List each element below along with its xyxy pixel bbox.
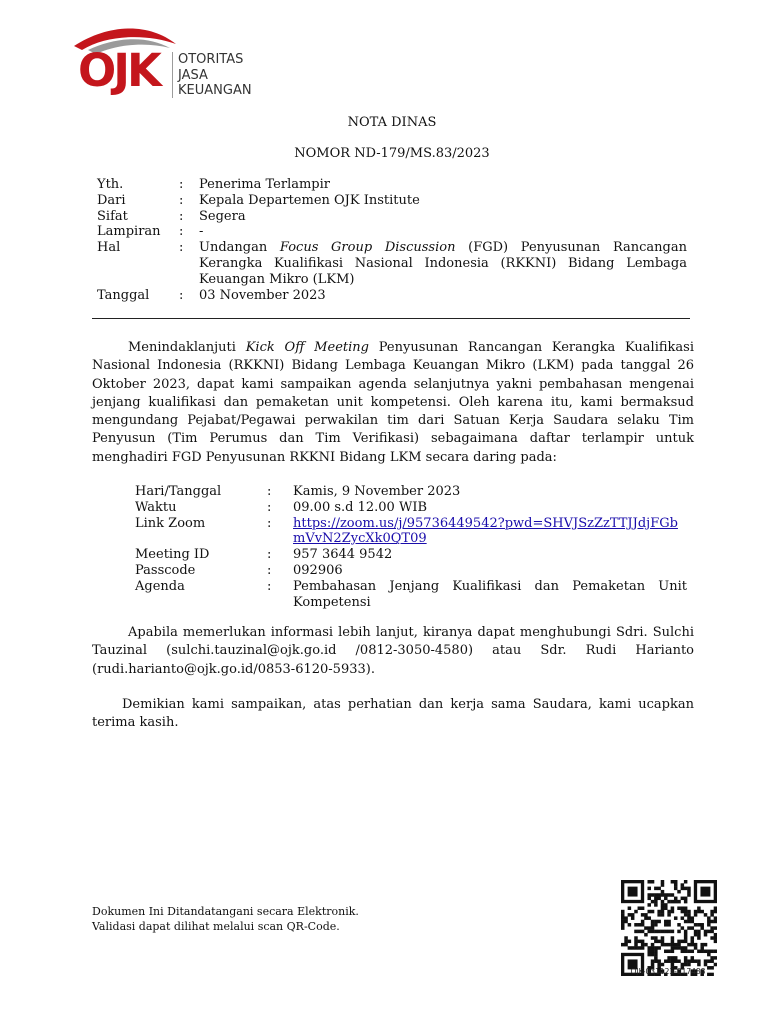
meta-row-hal: [97, 240, 687, 287]
schedule-colon: :: [267, 515, 272, 531]
logo-line-2: JASA: [178, 67, 208, 83]
header-divider: [92, 318, 690, 319]
paragraph-text: Menindaklanjuti: [128, 340, 246, 355]
schedule-colon: :: [267, 484, 272, 499]
logo-wordmark: OJK: [78, 44, 159, 97]
meta-value: Segera: [199, 208, 246, 224]
meta-row-sifat: [97, 209, 687, 225]
schedule-colon: :: [267, 578, 272, 594]
meta-row-lampiran: [97, 224, 687, 240]
schedule-label: Waktu: [135, 499, 177, 515]
schedule-label: Meeting ID: [135, 547, 210, 563]
logo-text: [178, 52, 252, 99]
qr-code-icon: [621, 880, 717, 976]
meta-row-yth: [97, 177, 687, 193]
e-signature-note: [92, 904, 359, 934]
meta-colon: :: [179, 224, 184, 240]
footer-line-2: Validasi dapat dilihat melalui scan QR-Code.: [92, 920, 340, 933]
schedule-label: Agenda: [135, 578, 185, 594]
schedule-value: 09.00 s.d 12.00 WIB: [293, 499, 428, 515]
schedule-row-time: [135, 500, 687, 516]
schedule-label: Passcode: [135, 562, 196, 578]
meta-colon: :: [179, 287, 184, 303]
body-paragraph-2: [92, 624, 694, 679]
paragraph-italic: Kick Off Meeting: [245, 340, 369, 355]
ojk-logo: [68, 24, 264, 108]
body-paragraph-1: [92, 339, 694, 467]
qr-code-label: OJK-031123-017488: [630, 967, 706, 976]
schedule-value: 957 3644 9542: [293, 547, 393, 563]
meta-colon: :: [179, 208, 184, 224]
subject-italic: Focus Group Discussion: [279, 240, 456, 256]
paragraph-text: Demikian kami sampaikan, atas perhatian dan kerja sama Saudara, kami ucapkan terima kasih.: [92, 697, 694, 731]
document-title: NOTA DINAS: [347, 115, 437, 130]
schedule-value: Pembahasan Jenjang Kualifikasi dan Pemaketan Unit Kompetensi: [293, 578, 687, 610]
meta-label: Lampiran: [97, 224, 161, 240]
meta-colon: :: [179, 192, 184, 208]
schedule-colon: :: [267, 547, 272, 563]
schedule-row-zoom: [135, 516, 687, 548]
schedule-colon: :: [267, 499, 272, 515]
schedule-colon: :: [267, 562, 272, 578]
schedule-row-meeting-id: [135, 547, 687, 563]
meta-value: Penerima Terlampir: [199, 177, 331, 192]
meta-value: 03 November 2023: [199, 287, 326, 303]
subject-text: Undangan: [199, 240, 280, 256]
zoom-link[interactable]: https://zoom.us/j/95736449542?pwd=SHVJSzZzTTJJdjFGbmVvN2ZycXk0QT09: [293, 515, 678, 547]
logo-divider: [172, 52, 173, 98]
schedule-label: Link Zoom: [135, 515, 206, 531]
meta-label: Hal: [97, 240, 121, 256]
meta-row-dari: [97, 193, 687, 209]
schedule-value: Kamis, 9 November 2023: [293, 484, 461, 499]
schedule-row-date: [135, 484, 687, 500]
logo-line-1: OTORITAS: [178, 52, 244, 67]
schedule-row-passcode: [135, 563, 687, 579]
schedule-row-agenda: [135, 579, 687, 611]
meta-value: -: [199, 224, 204, 240]
meta-colon: :: [179, 177, 184, 192]
subject-text: (FGD) Penyusunan Rancangan Kerangka Kualifikasi Nasional Indonesia (RKKNI) Bidang Lembaga Keuangan Mikro (LKM): [199, 240, 687, 287]
footer-line-1: Dokumen Ini Ditandatangani secara Elektronik.: [92, 905, 359, 918]
meta-label: Tanggal: [97, 287, 150, 303]
meta-label: Dari: [97, 192, 126, 208]
meta-value: Kepala Departemen OJK Institute: [199, 192, 420, 208]
meta-label: Sifat: [97, 208, 128, 224]
paragraph-text: Apabila memerlukan informasi lebih lanjut, kiranya dapat menghubungi Sdri. Sulchi Tauzinal (sulchi.tauzinal@ojk.go.id /0812-3050-4580) atau Sdr. Rudi Harianto (rudi.harianto@ojk.go.id/0853-6120-5933).: [92, 625, 694, 677]
document-number: NOMOR ND-179/MS.83/2023: [294, 146, 490, 161]
memo-meta: [97, 177, 687, 303]
meta-value-subject: [199, 240, 687, 287]
paragraph-text: Penyusunan Rancangan Kerangka Kualifikasi Nasional Indonesia (RKKNI) Bidang Lembaga Keuangan Mikro (LKM) pada tanggal 26 Oktober 2023, dapat kami sampaikan agenda selanjutnya yakni pembahasan mengenai jenjang kualifikasi dan pemaketan unit kompetensi. Oleh karena itu, kami bermaksud mengundang Pejabat/Pegawai perwakilan tim dari Satuan Kerja Saudara selaku Tim Penyusun (Tim Perumus dan Tim Verifikasi) sebagaimana daftar terlampir untuk menghadiri FGD Penyusunan RKKNI Bidang LKM secara daring pada:: [92, 340, 694, 465]
qr-code-graphic: [621, 880, 717, 976]
schedule-label: Hari/Tanggal: [135, 484, 222, 499]
logo-line-3: KEUANGAN: [178, 83, 252, 98]
schedule-value: 092906: [293, 562, 343, 578]
meta-colon: :: [179, 240, 184, 256]
body-paragraph-3: [92, 696, 694, 733]
meta-label: Yth.: [97, 177, 124, 192]
meta-row-tanggal: [97, 288, 687, 304]
meeting-schedule: [135, 484, 687, 610]
